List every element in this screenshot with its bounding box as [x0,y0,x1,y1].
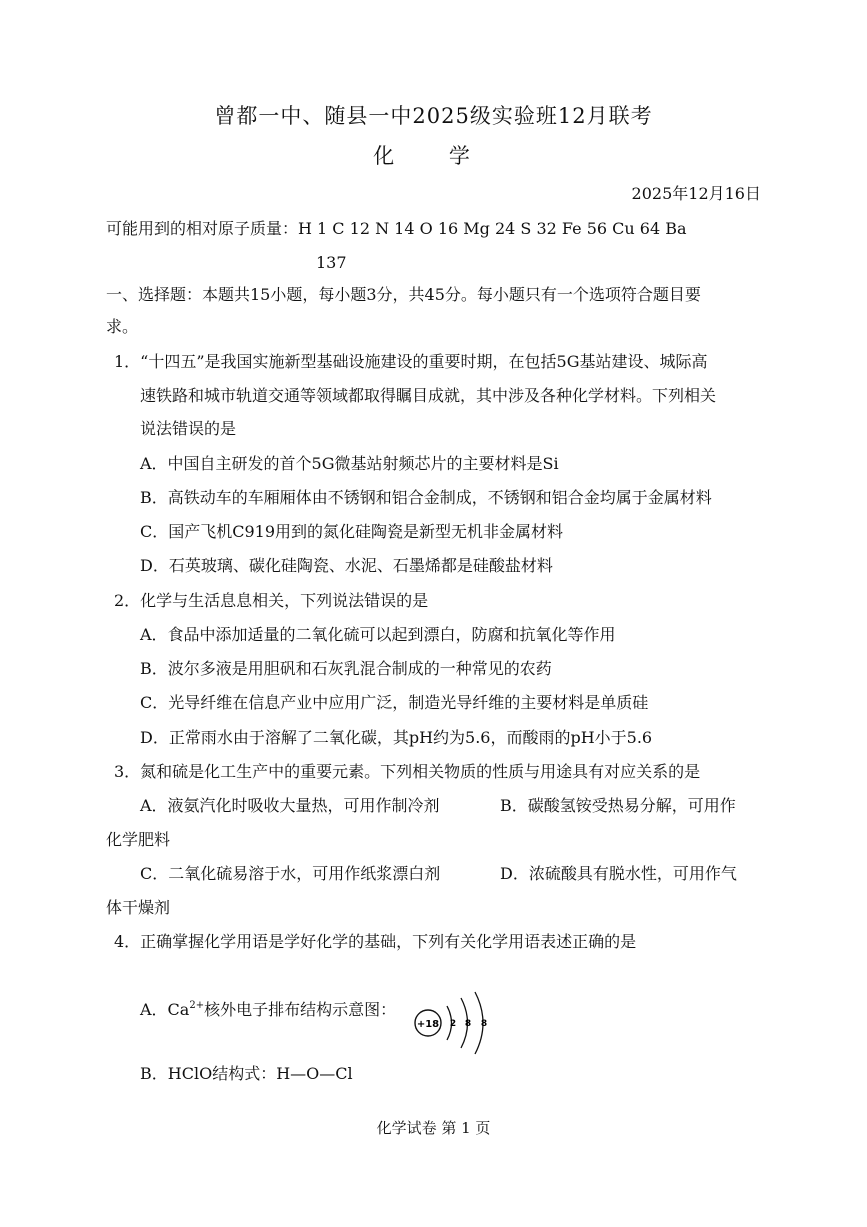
exam-title: 曾都一中、随县一中2025级实验班12月联考 [214,104,653,128]
electron-shell-diagram [407,990,502,1058]
question-2-option-a: A．食品中添加适量的二氧化硫可以起到漂白，防腐和抗氧化等作用 [140,625,616,644]
question-3-option-b-continued: 化学肥料 [106,830,171,849]
question-1-option-b: B．高铁动车的车厢厢体由不锈钢和铝合金制成，不锈钢和铝合金均属于金属材料 [140,488,712,507]
question-2-option-b: B．波尔多液是用胆矾和石灰乳混合制成的一种常见的农药 [140,659,552,678]
question-1-stem-line-3: 说法错误的是 [140,419,237,438]
question-1-option-a: A．中国自主研发的首个5G微基站射频芯片的主要材料是Si [140,454,559,473]
ion-charge: 2+ [189,1000,205,1011]
question-3-option-a: A．液氨汽化时吸收大量热，可用作制冷剂 [140,796,440,815]
question-3-stem: 3．氮和硫是化工生产中的重要元素。下列相关物质的性质与用途具有对应关系的是 [114,762,701,781]
shell-3-electrons: 8 [480,1019,488,1029]
question-2-stem: 2．化学与生活息息相关，下列说法错误的是 [114,591,429,610]
option-a-prefix: A．Ca [140,1000,190,1019]
shell-2-electrons: 8 [464,1019,472,1029]
question-4-option-b: B．HClO结构式：H—O—Cl [140,1064,353,1083]
question-3-option-d: D．浓硫酸具有脱水性，可用作气 [500,864,737,883]
question-4-option-a [140,1001,396,1018]
question-2-option-c: C．光导纤维在信息产业中应用广泛，制造光导纤维的主要材料是单质硅 [140,693,649,712]
exam-subject: 化 学 [373,144,494,168]
question-1-stem-line-2: 速铁路和城市轨道交通等领域都取得瞩目成就，其中涉及各种化学材料。下列相关 [140,386,717,405]
question-4-stem: 4．正确掌握化学用语是学好化学的基础，下列有关化学用语表述正确的是 [114,932,637,951]
shell-1-electrons: 2 [449,1019,457,1029]
question-1-stem: 1．“十四五”是我国实施新型基础设施建设的重要时期，在包括5G基站建设、城际高 [114,352,708,371]
section-heading: 一、选择题：本题共15小题，每小题3分，共45分。每小题只有一个选项符合题目要 [106,285,701,304]
question-3-option-b: B．碳酸氢铵受热易分解，可用作 [500,796,736,815]
atomic-masses-continued: 137 [316,253,347,272]
question-3-option-d-continued: 体干燥剂 [106,898,171,917]
option-a-suffix: 核外电子排布结构示意图： [204,1000,397,1019]
question-3-option-c: C．二氧化硫易溶于水，可用作纸浆漂白剂 [140,864,441,883]
nucleus-charge: +18 [416,1019,440,1030]
section-heading-continued: 求。 [106,317,139,336]
question-1-option-d: D．石英玻璃、碳化硅陶瓷、水泥、石墨烯都是硅酸盐材料 [140,556,553,575]
exam-date: 2025年12月16日 [631,184,761,203]
atomic-masses: 可能用到的相对原子质量：H 1 C 12 N 14 O 16 Mg 24 S 32 Fe 56 Cu 64 Ba [106,219,687,238]
question-1-option-c: C．国产飞机C919用到的氮化硅陶瓷是新型无机非金属材料 [140,522,564,541]
question-2-option-d: D．正常雨水由于溶解了二氧化碳，其pH约为5.6，而酸雨的pH小于5.6 [140,728,653,747]
page-footer: 化学试卷 第 1 页 [376,1119,491,1137]
